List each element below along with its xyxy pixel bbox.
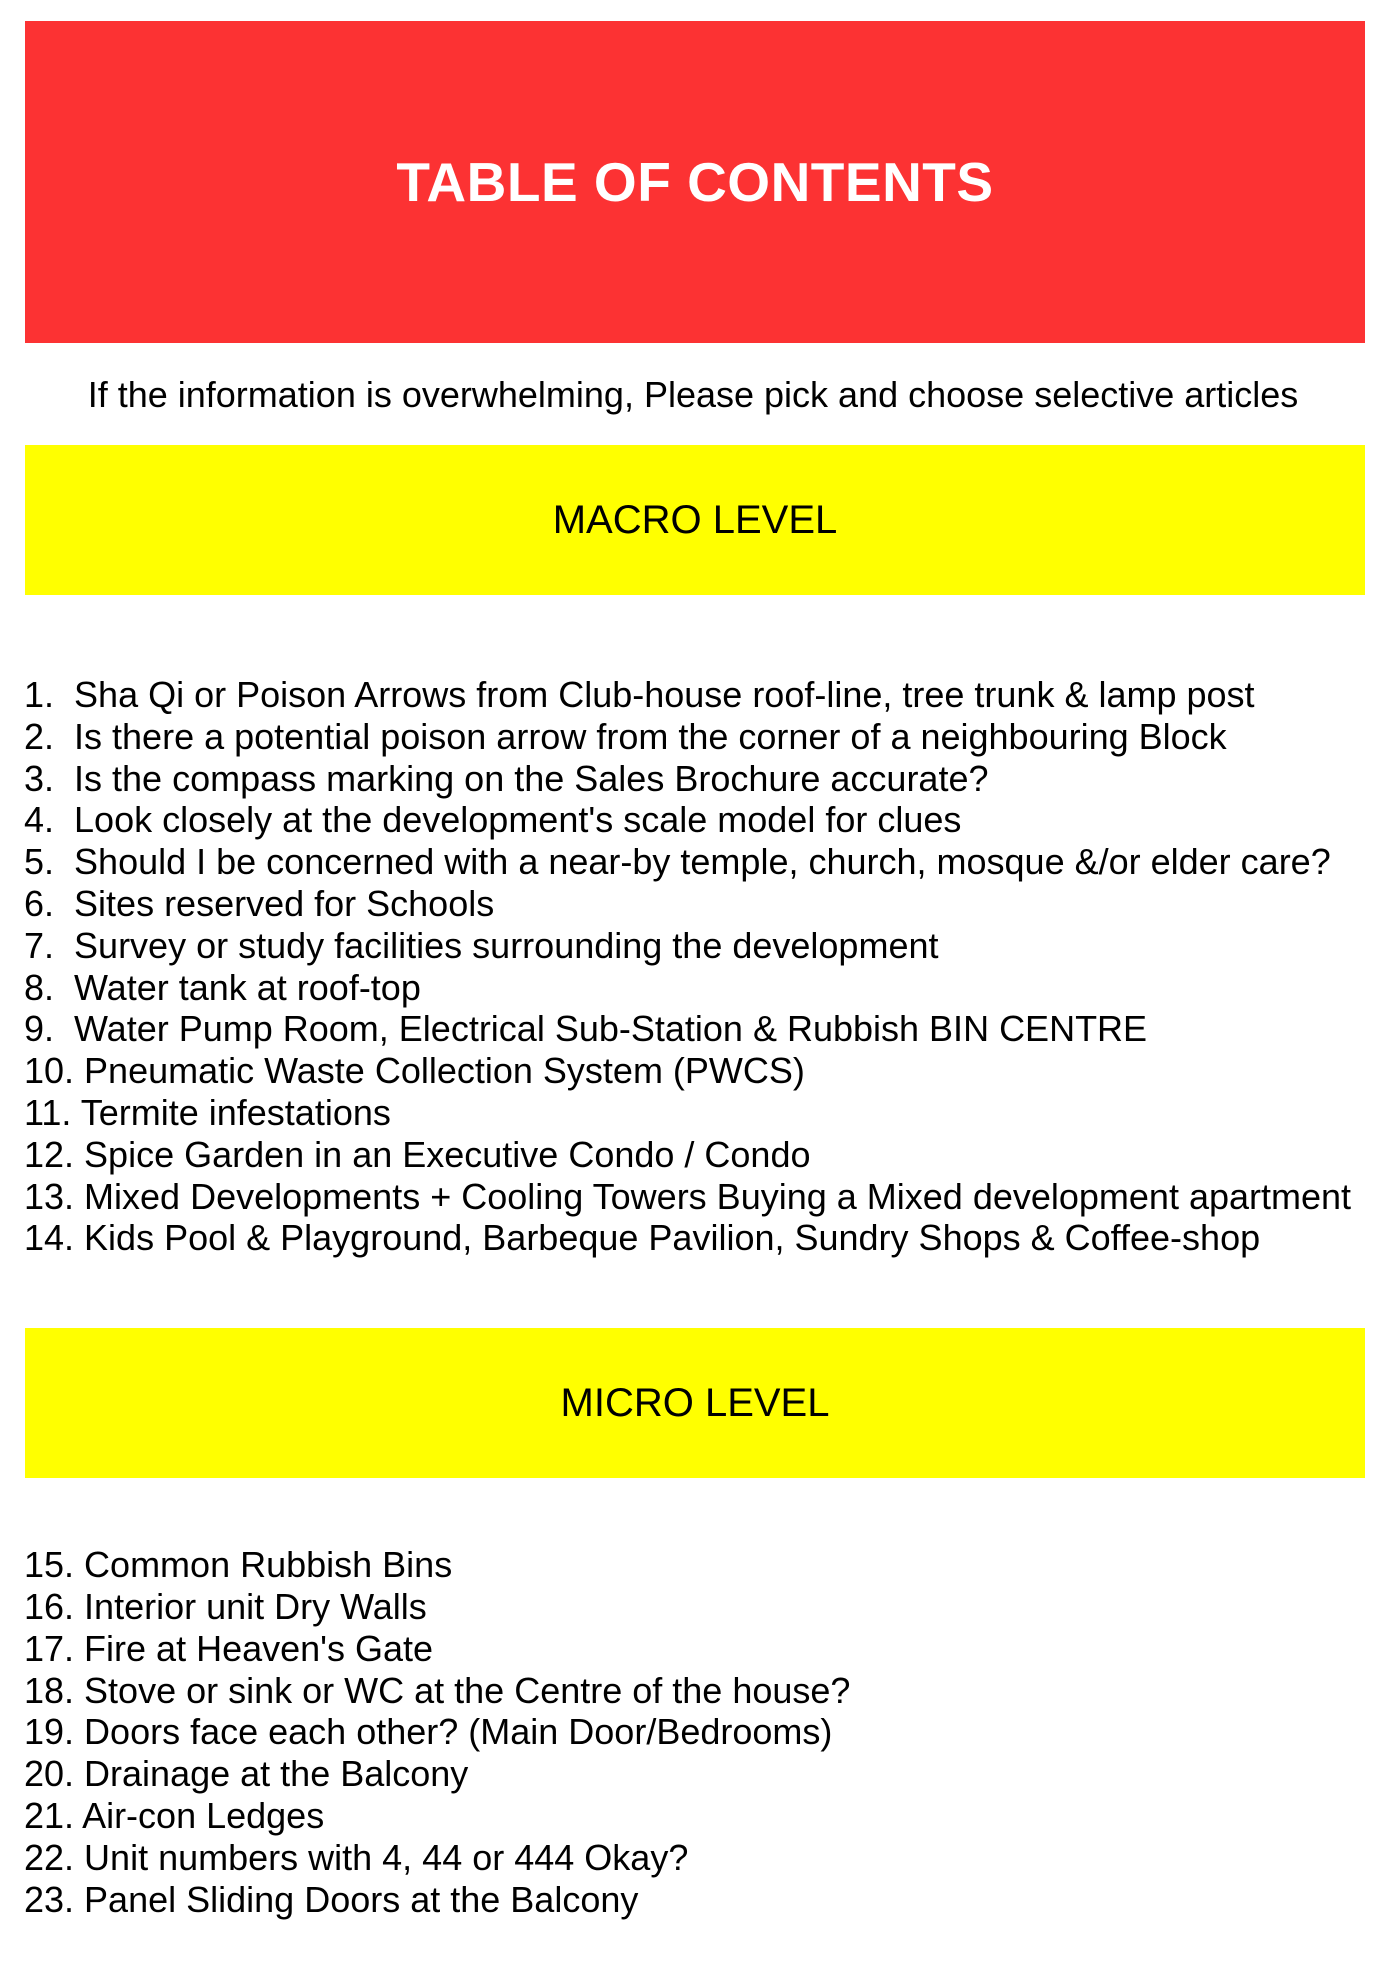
item-label: Sites reserved for Schools [74,882,495,924]
macro-level-banner [25,445,1365,595]
item-number: 14. [24,1217,85,1259]
intro-text: If the information is overwhelming, Please pick and choose selective articles [87,374,1299,415]
item-number: 20. [24,1753,85,1795]
item-label: Panel Sliding Doors at the Balcony [84,1878,639,1920]
item-label: Spice Garden in an Executive Condo / Condo [84,1133,811,1175]
item-label: Termite infestations [80,1091,391,1133]
item-number: 3. [24,757,75,799]
item-label: Air-con Ledges [82,1794,325,1836]
item-number: 4. [24,799,75,841]
toc-item-22 [24,1837,1386,1879]
toc-item-16 [24,1586,1386,1628]
item-number: 17. [24,1627,85,1669]
toc-item-7 [24,925,1386,967]
item-label: Is there a potential poison arrow from the corner of a neighbouring Block [74,715,1227,757]
item-label: Stove or sink or WC at the Centre of the house? [84,1669,851,1711]
item-label: Drainage at the Balcony [84,1753,469,1795]
item-number: 9. [24,1008,75,1050]
toc-item-14 [24,1217,1386,1259]
toc-item-17 [24,1628,1386,1670]
toc-item-18 [24,1670,1386,1712]
item-label: Water tank at roof-top [74,966,421,1008]
toc-item-23 [24,1879,1386,1921]
toc-item-12 [24,1134,1386,1176]
item-number: 22. [24,1836,85,1878]
toc-item-9 [24,1008,1386,1050]
item-label: Should I be concerned with a near-by temple, church, mosque &/or elder care? [74,841,1331,883]
item-number: 15. [24,1544,85,1586]
micro-level-heading: MICRO LEVEL [560,1380,830,1425]
toc-item-2 [24,716,1386,758]
page-title: TABLE OF CONTENTS [396,151,994,213]
item-label: Sha Qi or Poison Arrows from Club-house roof-line, tree trunk & lamp post [74,674,1255,715]
item-number: 19. [24,1711,85,1753]
item-label: Unit numbers with 4, 44 or 444 Okay? [84,1836,689,1878]
item-number: 5. [24,841,75,883]
item-label: Mixed Developments + Cooling Towers Buying a Mixed development apartment [84,1175,1352,1217]
item-number: 2. [24,715,75,757]
item-number: 1. [24,674,75,715]
toc-item-15 [24,1544,1386,1586]
toc-item-3 [24,758,1386,800]
item-number: 6. [24,882,75,924]
item-number: 10. [24,1050,85,1092]
item-number: 7. [24,924,75,966]
item-number: 16. [24,1585,85,1627]
item-number: 21. [24,1794,83,1836]
item-label: Kids Pool & Playground, Barbeque Pavilion, Sundry Shops & Coffee-shop [84,1217,1261,1259]
item-label: Common Rubbish Bins [84,1544,453,1586]
item-number: 12. [24,1133,85,1175]
macro-level-heading: MACRO LEVEL [552,497,838,542]
toc-item-19 [24,1711,1386,1753]
toc-item-21 [24,1795,1386,1837]
item-number: 11. [24,1091,81,1133]
toc-item-11 [24,1092,1386,1134]
toc-item-10 [24,1050,1386,1092]
item-number: 13. [24,1175,85,1217]
item-number: 8. [24,966,75,1008]
toc-item-8 [24,967,1386,1009]
item-label: Survey or study facilities surrounding the development [74,924,939,966]
toc-item-4 [24,799,1386,841]
item-number: 18. [24,1669,85,1711]
item-label: Water Pump Room, Electrical Sub-Station & Rubbish BIN CENTRE [74,1008,1148,1050]
item-label: Look closely at the development's scale model for clues [74,799,962,841]
macro-toc-list [0,674,1386,1259]
item-label: Pneumatic Waste Collection System (PWCS) [84,1050,805,1092]
micro-level-banner [25,1328,1365,1478]
toc-item-13 [24,1176,1386,1218]
toc-item-20 [24,1753,1386,1795]
toc-item-6 [24,883,1386,925]
micro-toc-list [0,1544,1386,1920]
item-label: Doors face each other? (Main Door/Bedrooms) [84,1711,833,1753]
toc-item-1 [24,674,1386,716]
item-number: 23. [24,1878,85,1920]
item-label: Interior unit Dry Walls [84,1585,427,1627]
item-label: Is the compass marking on the Sales Brochure accurate? [74,757,989,799]
title-banner [25,21,1365,343]
toc-item-5 [24,841,1386,883]
item-label: Fire at Heaven's Gate [84,1627,434,1669]
